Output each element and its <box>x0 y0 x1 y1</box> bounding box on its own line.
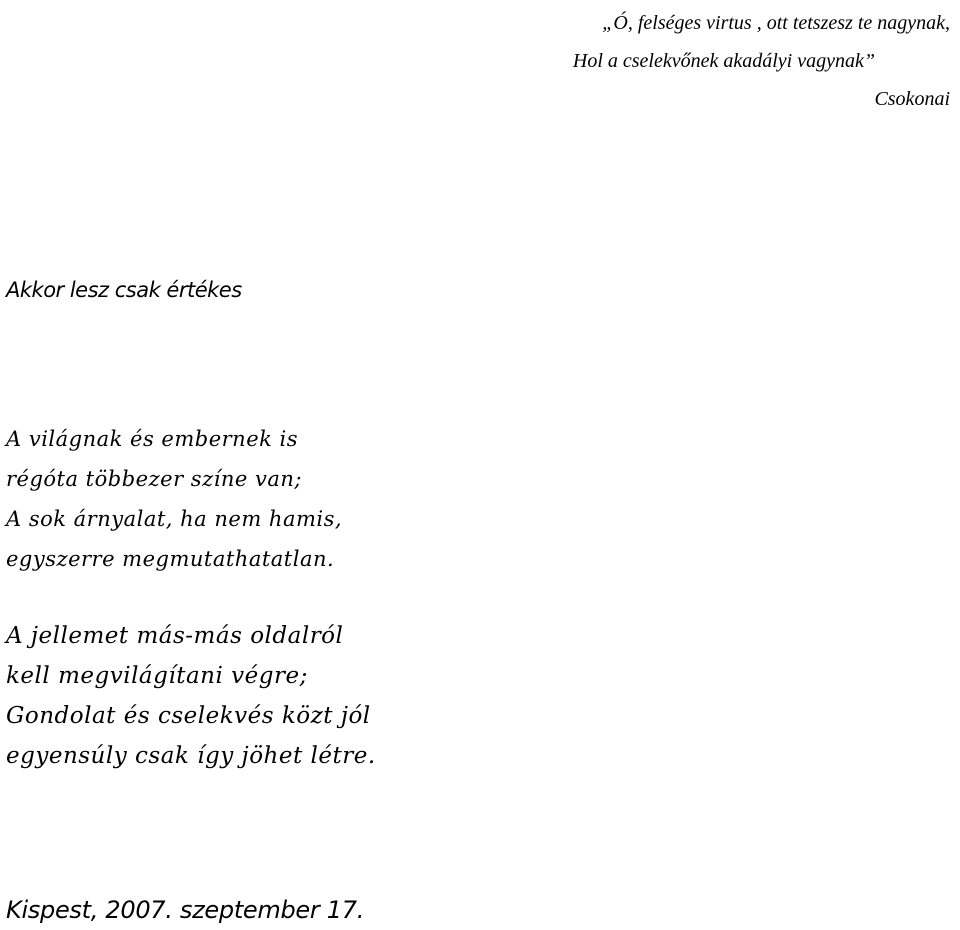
poem-line: A sok árnyalat, ha nem hamis, <box>6 507 343 531</box>
poem-line: A jellemet más-más oldalról <box>6 623 344 649</box>
stanza <box>6 419 342 579</box>
poem-line: A világnak és embernek is <box>6 427 299 451</box>
signature: Kispest, 2007. szeptember 17. <box>6 896 365 924</box>
poem-line: régóta többezer színe van; <box>6 467 302 491</box>
poem-title: Akkor lesz csak értékes <box>6 278 242 302</box>
motto-author: Csokonai <box>874 88 950 110</box>
poem-line: Gondolat és cselekvés közt jól <box>6 703 371 729</box>
stanza <box>6 616 376 776</box>
motto-line: Hol a cselekvőnek akadályi vagynak” <box>572 50 875 72</box>
poem-line: egyensúly csak így jöhet létre. <box>6 743 376 769</box>
poem-line: kell megvilágítani végre; <box>6 663 308 689</box>
poem-line: egyszerre megmutathatatlan. <box>6 547 335 571</box>
motto-line: „Ó, felséges virtus , ott tetszesz te nagynak, <box>602 12 950 34</box>
motto <box>573 4 950 118</box>
